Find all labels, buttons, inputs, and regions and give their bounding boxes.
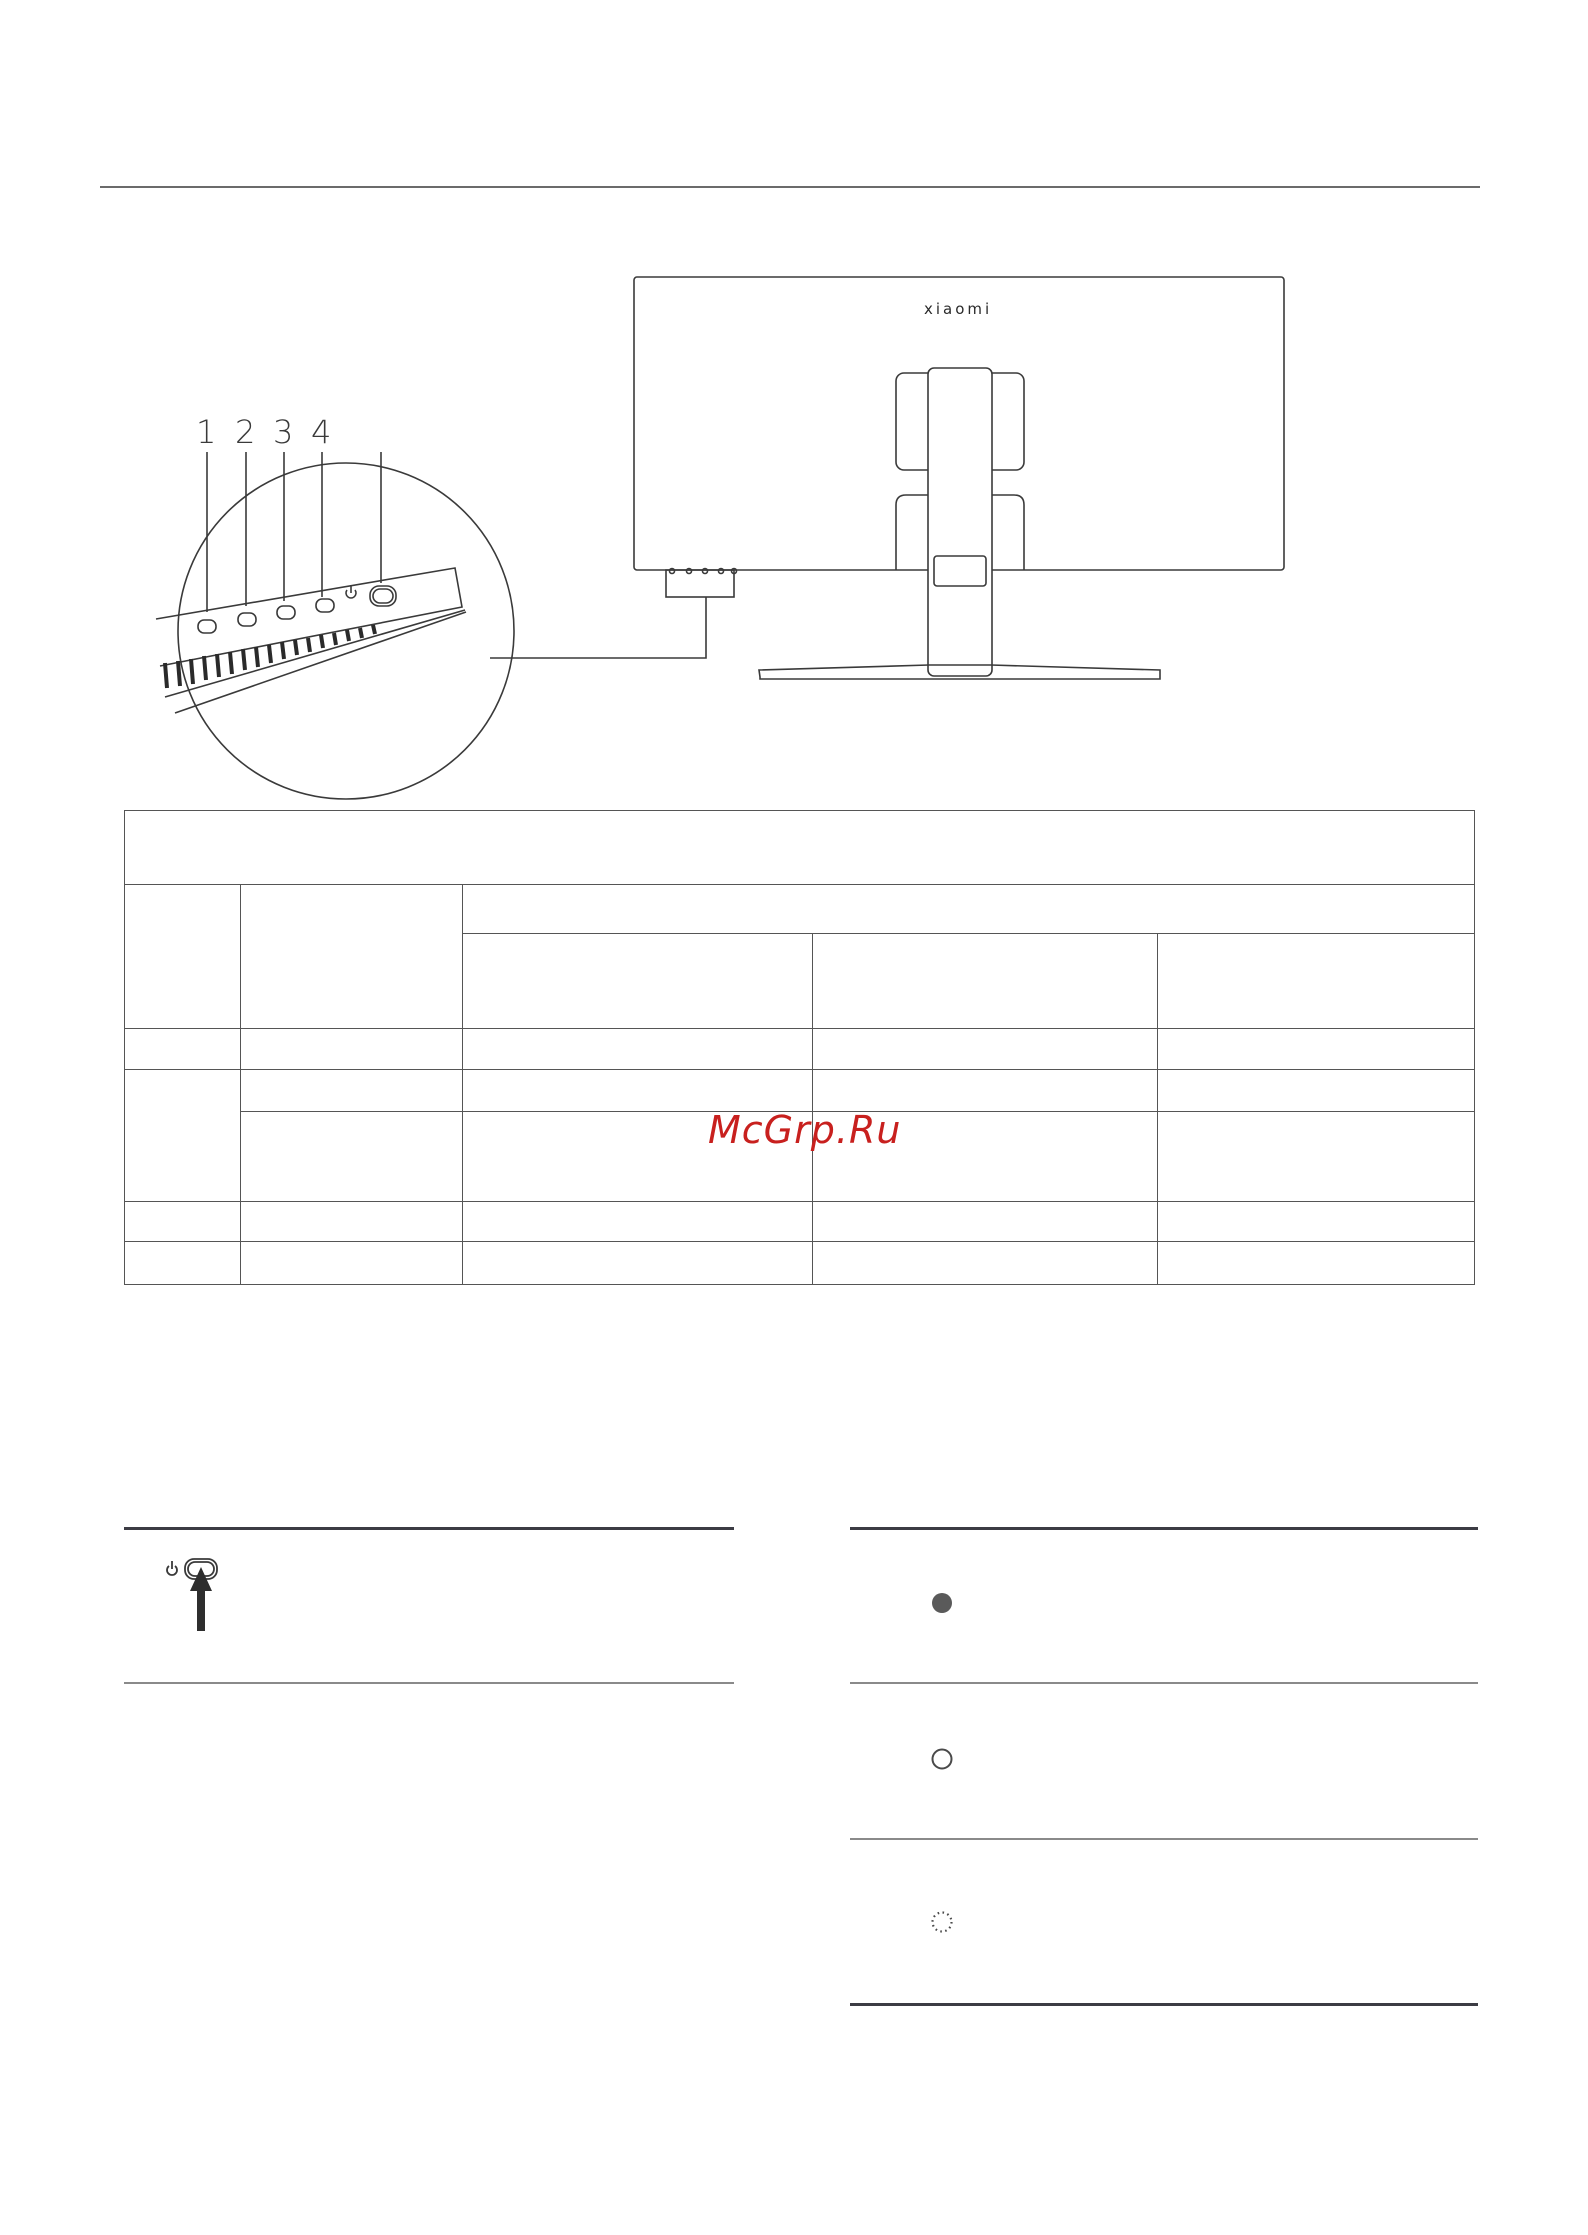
indicator-section-top-rule [850,1527,1478,1530]
table-cell [463,1070,813,1112]
table-row [125,885,1475,934]
table-cell [125,1202,241,1242]
table-cell [125,811,1475,885]
mount-block-left-bottom [896,495,930,570]
table-row [125,1029,1475,1070]
table-cell [241,1029,463,1070]
table-cell [125,1029,241,1070]
monitor-back-illustration [0,0,1588,820]
button-housing [666,570,734,597]
table-cell [1158,1202,1475,1242]
power-section-bottom-rule [124,1682,734,1684]
table-cell [241,1202,463,1242]
button-function-table [124,810,1475,1285]
dotted-circle-icon [930,1910,954,1934]
table-cell [463,885,1475,934]
table-cell [463,1242,813,1285]
zoom-button-1 [198,620,216,633]
power-press-illustration [160,1555,240,1635]
hollow-circle-icon [930,1747,954,1771]
table-cell [1158,934,1475,1029]
vent-slats [165,625,375,688]
table-row [125,1202,1475,1242]
callout-4: 4 [311,413,332,451]
callout-3: 3 [273,413,294,451]
leader-line [490,597,706,658]
brand-logo: xiaomi [924,300,993,318]
callout-2: 2 [235,413,256,451]
table-cell [241,1242,463,1285]
indicator-divider-1 [850,1682,1478,1684]
table-cell [125,1070,241,1202]
indicator-divider-2 [850,1838,1478,1840]
mount-block-right-bottom [990,495,1024,570]
table-cell [463,1029,813,1070]
stand-neck [928,368,992,676]
filled-circle-icon [930,1591,954,1615]
table-cell [125,1242,241,1285]
zoom-button-4 [316,599,334,612]
table-row [125,1242,1475,1285]
watermark: McGrp.Ru [708,1108,902,1152]
indicator-section-bottom-rule [850,2003,1478,2006]
zoom-button-3 [277,606,295,619]
table-cell [463,1202,813,1242]
table-cell [813,1070,1158,1112]
table-cell [1158,1112,1475,1202]
table-cell [241,1070,463,1112]
table-cell [241,1112,463,1202]
table-row [125,1070,1475,1112]
table-cell [241,885,463,1029]
table-cell [125,885,241,1029]
table-row [125,811,1475,885]
power-icon [167,1561,177,1575]
table-cell [1158,1070,1475,1112]
table-cell [463,934,813,1029]
table-cell [1158,1242,1475,1285]
table-cell [813,1202,1158,1242]
table-cell [813,1029,1158,1070]
power-section-top-rule [124,1527,734,1530]
table-cell [813,934,1158,1029]
callout-1: 1 [196,413,217,451]
table-cell [1158,1029,1475,1070]
table-cell [813,1242,1158,1285]
zoom-button-2 [238,613,256,626]
